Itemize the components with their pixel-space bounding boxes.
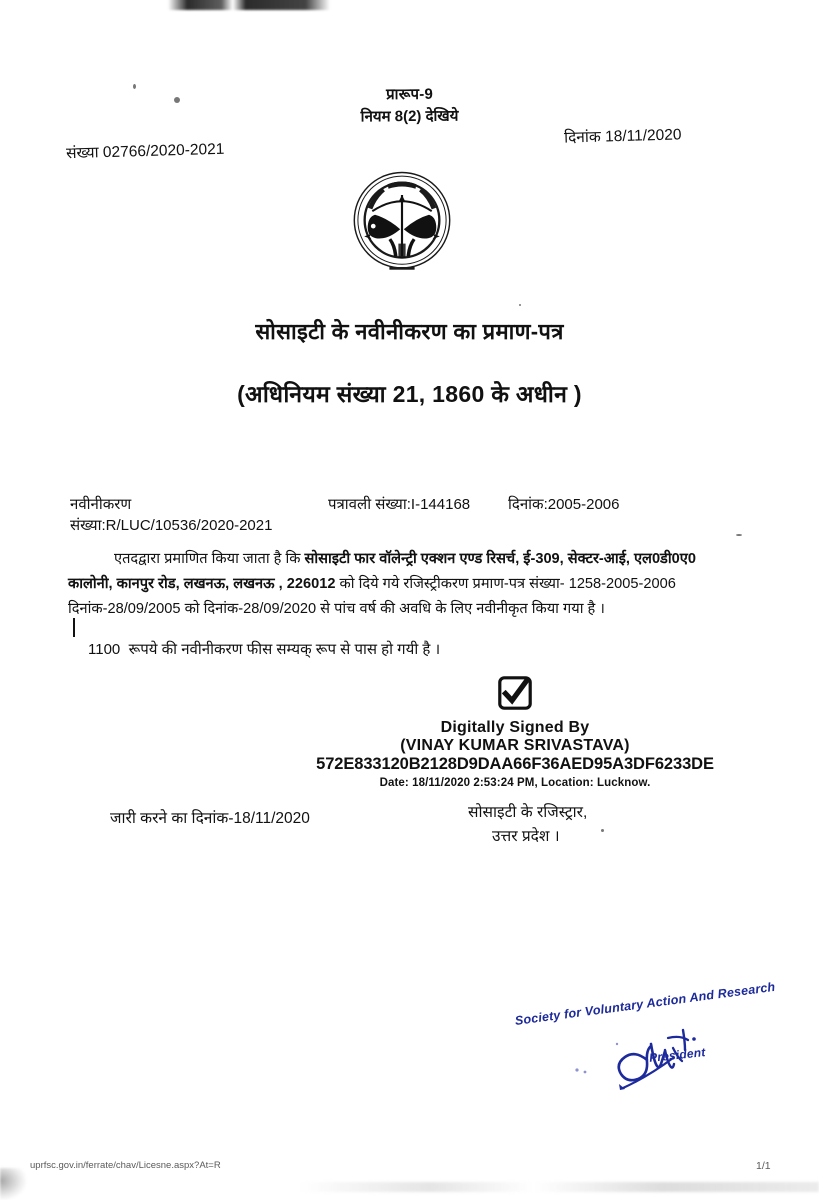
digitally-signed-by-label: Digitally Signed By — [440, 719, 590, 736]
certificate-hash: 572E833120B2128D9DAA66F36AED95A3DF6233DE — [316, 755, 714, 773]
society-stamp — [505, 979, 777, 1095]
fee-statement: 1100 रूपये की नवीनीकरण फीस सम्यक् रूप से पास हो गयी है । — [88, 641, 441, 658]
form-label: प्रारूप-9 — [385, 85, 434, 104]
page-subtitle: (अधिनियम संख्या 21, 1860 के अधीन ) — [237, 381, 582, 407]
check-mark-box-icon — [498, 676, 532, 710]
uttar-pradesh-government-emblem-icon — [348, 168, 456, 276]
scan-artifact-top-smudge — [168, 0, 330, 10]
file-number: पत्रावली संख्या:I-144168 — [328, 496, 471, 513]
signer-name: (VINAY KUMAR SRIVASTAVA) — [400, 737, 630, 754]
registrar-title-line1: सोसाइटी के रजिस्ट्रार, — [468, 804, 588, 821]
header-date: दिनांक 18/11/2020 — [563, 126, 682, 147]
scan-speck — [601, 829, 604, 832]
body-intro: एतदद्वारा प्रमाणित किया जाता है कि — [114, 551, 305, 567]
scan-artifact-bottom-left-edge — [0, 1168, 26, 1200]
scan-speck — [519, 304, 521, 306]
handwritten-signature-icon — [505, 1000, 750, 1095]
digital-signature-block — [280, 676, 750, 789]
footer-source-url: uprfsc.gov.in/ferrate/chav/Licesne.aspx?At=R — [30, 1160, 221, 1171]
body-middle: को दिये गये रजिस्ट्रीकरण प्रमाण-पत्र संख्या- 1258-2005-2006 दिनांक-28/09/2005 को दिनांक-28/09/2020 से पांच वर्ष की अवधि के लिए नवीनीकृत किया गया है । — [68, 576, 676, 617]
issue-date: जारी करने का दिनांक-18/11/2020 — [110, 810, 310, 827]
certificate-body — [68, 547, 732, 622]
stray-ink-mark — [73, 618, 75, 637]
page-title: सोसाइटी के नवीनीकरण का प्रमाण-पत्र — [255, 319, 564, 344]
signature-date-location: Date: 18/11/2020 2:53:24 PM, Location: Lucknow. — [379, 777, 651, 789]
stamp-organization-name: Society for Voluntary Action And Research — [514, 979, 777, 1028]
scan-speck — [736, 534, 742, 536]
scan-artifact-bottom-edge — [300, 1182, 819, 1192]
rule-reference-label: नियम 8(2) देखिये — [360, 107, 459, 126]
renewal-number: संख्या:R/LUC/10536/2020-2021 — [70, 517, 273, 534]
society-name-and-address: सोसाइटी फार वॉलेन्ट्री एक्शन एण्ड रिसर्च, ई-309, सेक्टर-आई, एल0डी0ए0 कालोनी, कानपुर रोड, लखनऊ, लखनऊ , 226012 — [68, 551, 696, 592]
file-date: दिनांक:2005-2006 — [508, 496, 620, 513]
footer-page-number: 1/1 — [756, 1160, 771, 1172]
renewal-label: नवीनीकरण — [70, 496, 132, 513]
certificate-number: संख्या 02766/2020-2021 — [65, 140, 225, 163]
registrar-title-line2: उत्तर प्रदेश । — [492, 828, 560, 845]
stamp-role-label: President — [648, 1045, 707, 1065]
